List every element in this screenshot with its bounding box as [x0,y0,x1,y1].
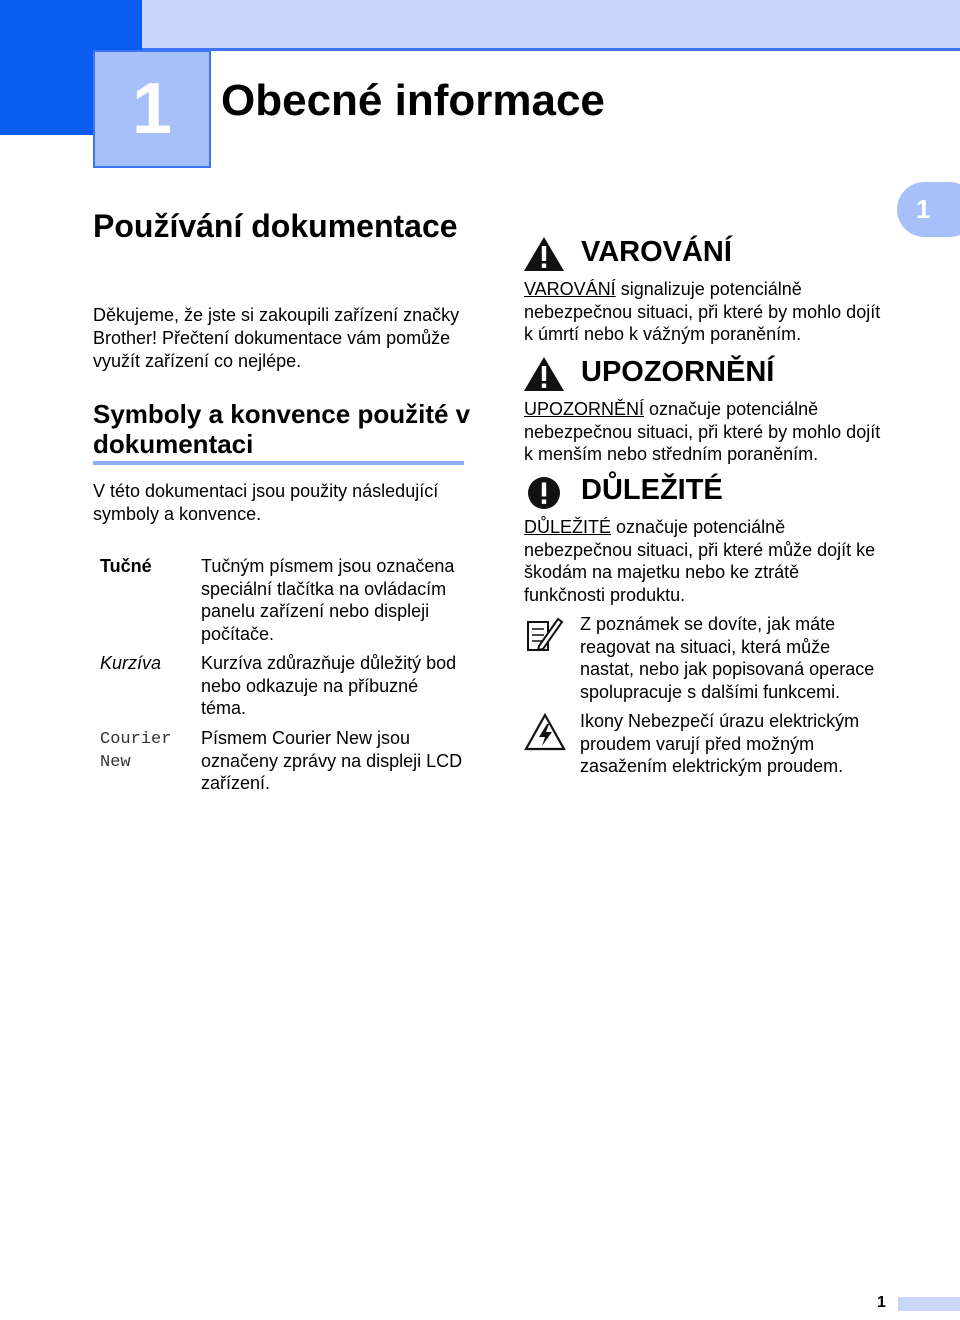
subsection-rule [93,461,464,465]
note-text: Z poznámek se dovíte, jak máte reagovat na situaci, která může nastat, nebo jak popisovaná operace spolupracuje s dalšími funkcemi. [580,614,875,702]
caution-title: UPOZORNĚNÍ [581,356,775,388]
warning-keyword: VAROVÁNÍ [524,279,616,299]
section-title: Používání dokumentace [93,208,458,244]
subsection-title: Symboly a konvence použité v dokumentaci [93,399,471,459]
convention-term-courier: Courier New [100,730,172,772]
convention-term-italic: Kurzíva [100,653,162,673]
chapter-title: Obecné informace [221,76,605,125]
important-keyword: DŮLEŽITÉ [524,517,612,537]
warning-title: VAROVÁNÍ [581,236,732,268]
subsection-intro: V této dokumentaci jsou použity následující symboly a konvence. [93,481,439,524]
electrical-hazard-text: Ikony Nebezpečí úrazu elektrickým proudem varují před možným zasažením elektrickým proudem. [580,711,860,776]
electrical-hazard-icon [524,713,566,756]
header-light-band [142,0,960,48]
intro-paragraph: Děkujeme, že jste si zakoupili zařízení značky Brother! Přečtení dokumentace vám pomůže využít zařízení co nejlépe. [93,305,460,371]
convention-term-bold: Tučné [100,556,152,576]
header-rule [142,48,960,51]
footer-bar [898,1297,960,1311]
caution-description: označuje potenciálně nebezpečnou situaci, při které by mohlo dojít k menším nebo středním poraněním. [524,399,881,465]
important-circle-icon [527,476,561,515]
convention-desc-courier: Písmem Courier New jsou označeny zprávy na displeji LCD zařízení. [201,728,463,793]
note-pencil-icon [524,614,564,659]
chapter-side-tab[interactable]: 1 [897,182,960,237]
chapter-number-box: 1 [93,50,211,168]
caution-keyword: UPOZORNĚNÍ [524,399,645,419]
caution-triangle-icon [523,356,565,397]
warning-triangle-icon [523,236,565,277]
important-text [524,516,884,607]
important-title: DŮLEŽITÉ [581,474,723,506]
warning-description: signalizuje potenciálně nebezpečnou situaci, při které by mohlo dojít k úmrtí nebo k vážným poraněním. [524,279,881,345]
warning-text [524,278,884,346]
caution-text [524,398,884,466]
convention-desc-italic: Kurzíva zdůrazňuje důležitý bod nebo odkazuje na příbuzné téma. [201,653,457,718]
important-description: označuje potenciálně nebezpečnou situaci, při které může dojít ke škodám na majetku nebo ke ztrátě funkčnosti produktu. [524,517,876,606]
convention-desc-bold: Tučným písmem jsou označena speciální tlačítka na ovládacím panelu zařízení nebo displeji počítače. [201,556,455,644]
page-number: 1 [877,1294,886,1311]
